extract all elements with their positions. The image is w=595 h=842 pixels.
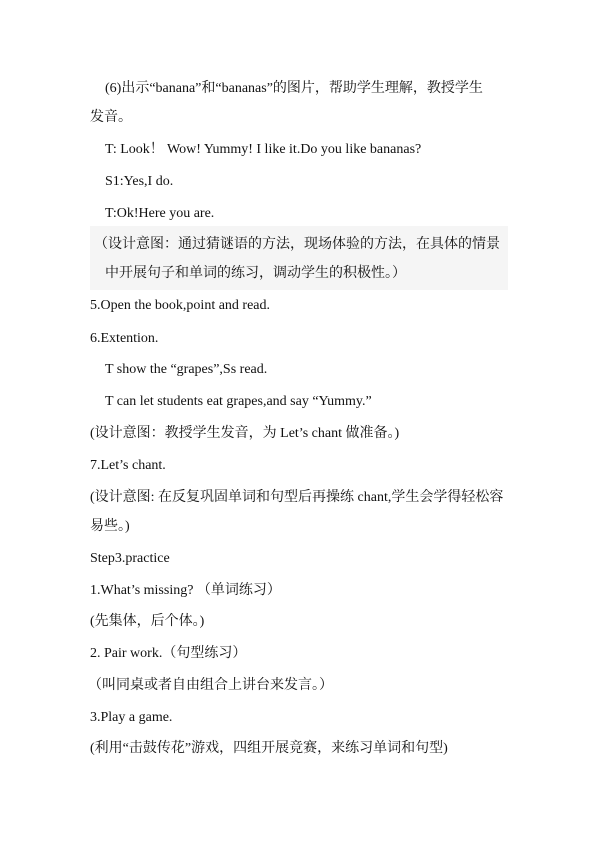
text-line-group-first: (先集体，后个体。) (90, 614, 205, 629)
text-line-pair-work: 2. Pair work.（句型练习） (90, 646, 247, 661)
text-line-design-intent-2: (设计意图：教授学生发音，为 Let’s chant 做准备。) (90, 426, 400, 441)
text-line-design-intent-1: （设计意图：通过猜谜语的方法，现场体验的方法，在具体的情景 (94, 237, 500, 252)
text-line-design-intent-3-cont: 易些。) (90, 519, 130, 534)
text-line-design-intent-1-cont: 中开展句子和单词的练习，调动学生的积极性。） (105, 266, 406, 281)
text-line-whats-missing: 1.What’s missing? （单词练习） (90, 583, 281, 598)
text-line-step3-heading: Step3.practice (90, 551, 170, 566)
text-line-design-intent-3: (设计意图: 在反复巩固单词和句型后再操练 chant,学生会学得轻松容 (90, 490, 504, 505)
text-line-eat-grapes: T can let students eat grapes,and say “Yummy.” (105, 394, 372, 409)
text-line-teacher-reply: T:Ok!Here you are. (105, 206, 215, 221)
text-line-step6-intro-cont: 发音。 (90, 110, 132, 125)
text-line-step7: 7.Let’s chant. (90, 458, 166, 473)
text-line-game-description: (利用“击鼓传花”游戏，四组开展竞赛，来练习单词和句型) (90, 741, 448, 756)
text-line-step5: 5.Open the book,point and read. (90, 298, 271, 313)
text-line-show-grapes: T show the “grapes”,Ss read. (105, 362, 268, 377)
text-line-student-reply: S1:Yes,I do. (105, 174, 174, 189)
text-line-step6: 6.Extention. (90, 331, 159, 346)
text-line-play-game: 3.Play a game. (90, 710, 173, 725)
text-line-deskmate: （叫同桌或者自由组合上讲台来发言。） (88, 678, 333, 693)
text-line-teacher-dialogue: T: Look！ Wow! Yummy! I like it.Do you like bananas? (105, 142, 422, 157)
text-line-step6-intro: (6)出示“banana”和“bananas”的图片，帮助学生理解，教授学生 (105, 81, 483, 96)
